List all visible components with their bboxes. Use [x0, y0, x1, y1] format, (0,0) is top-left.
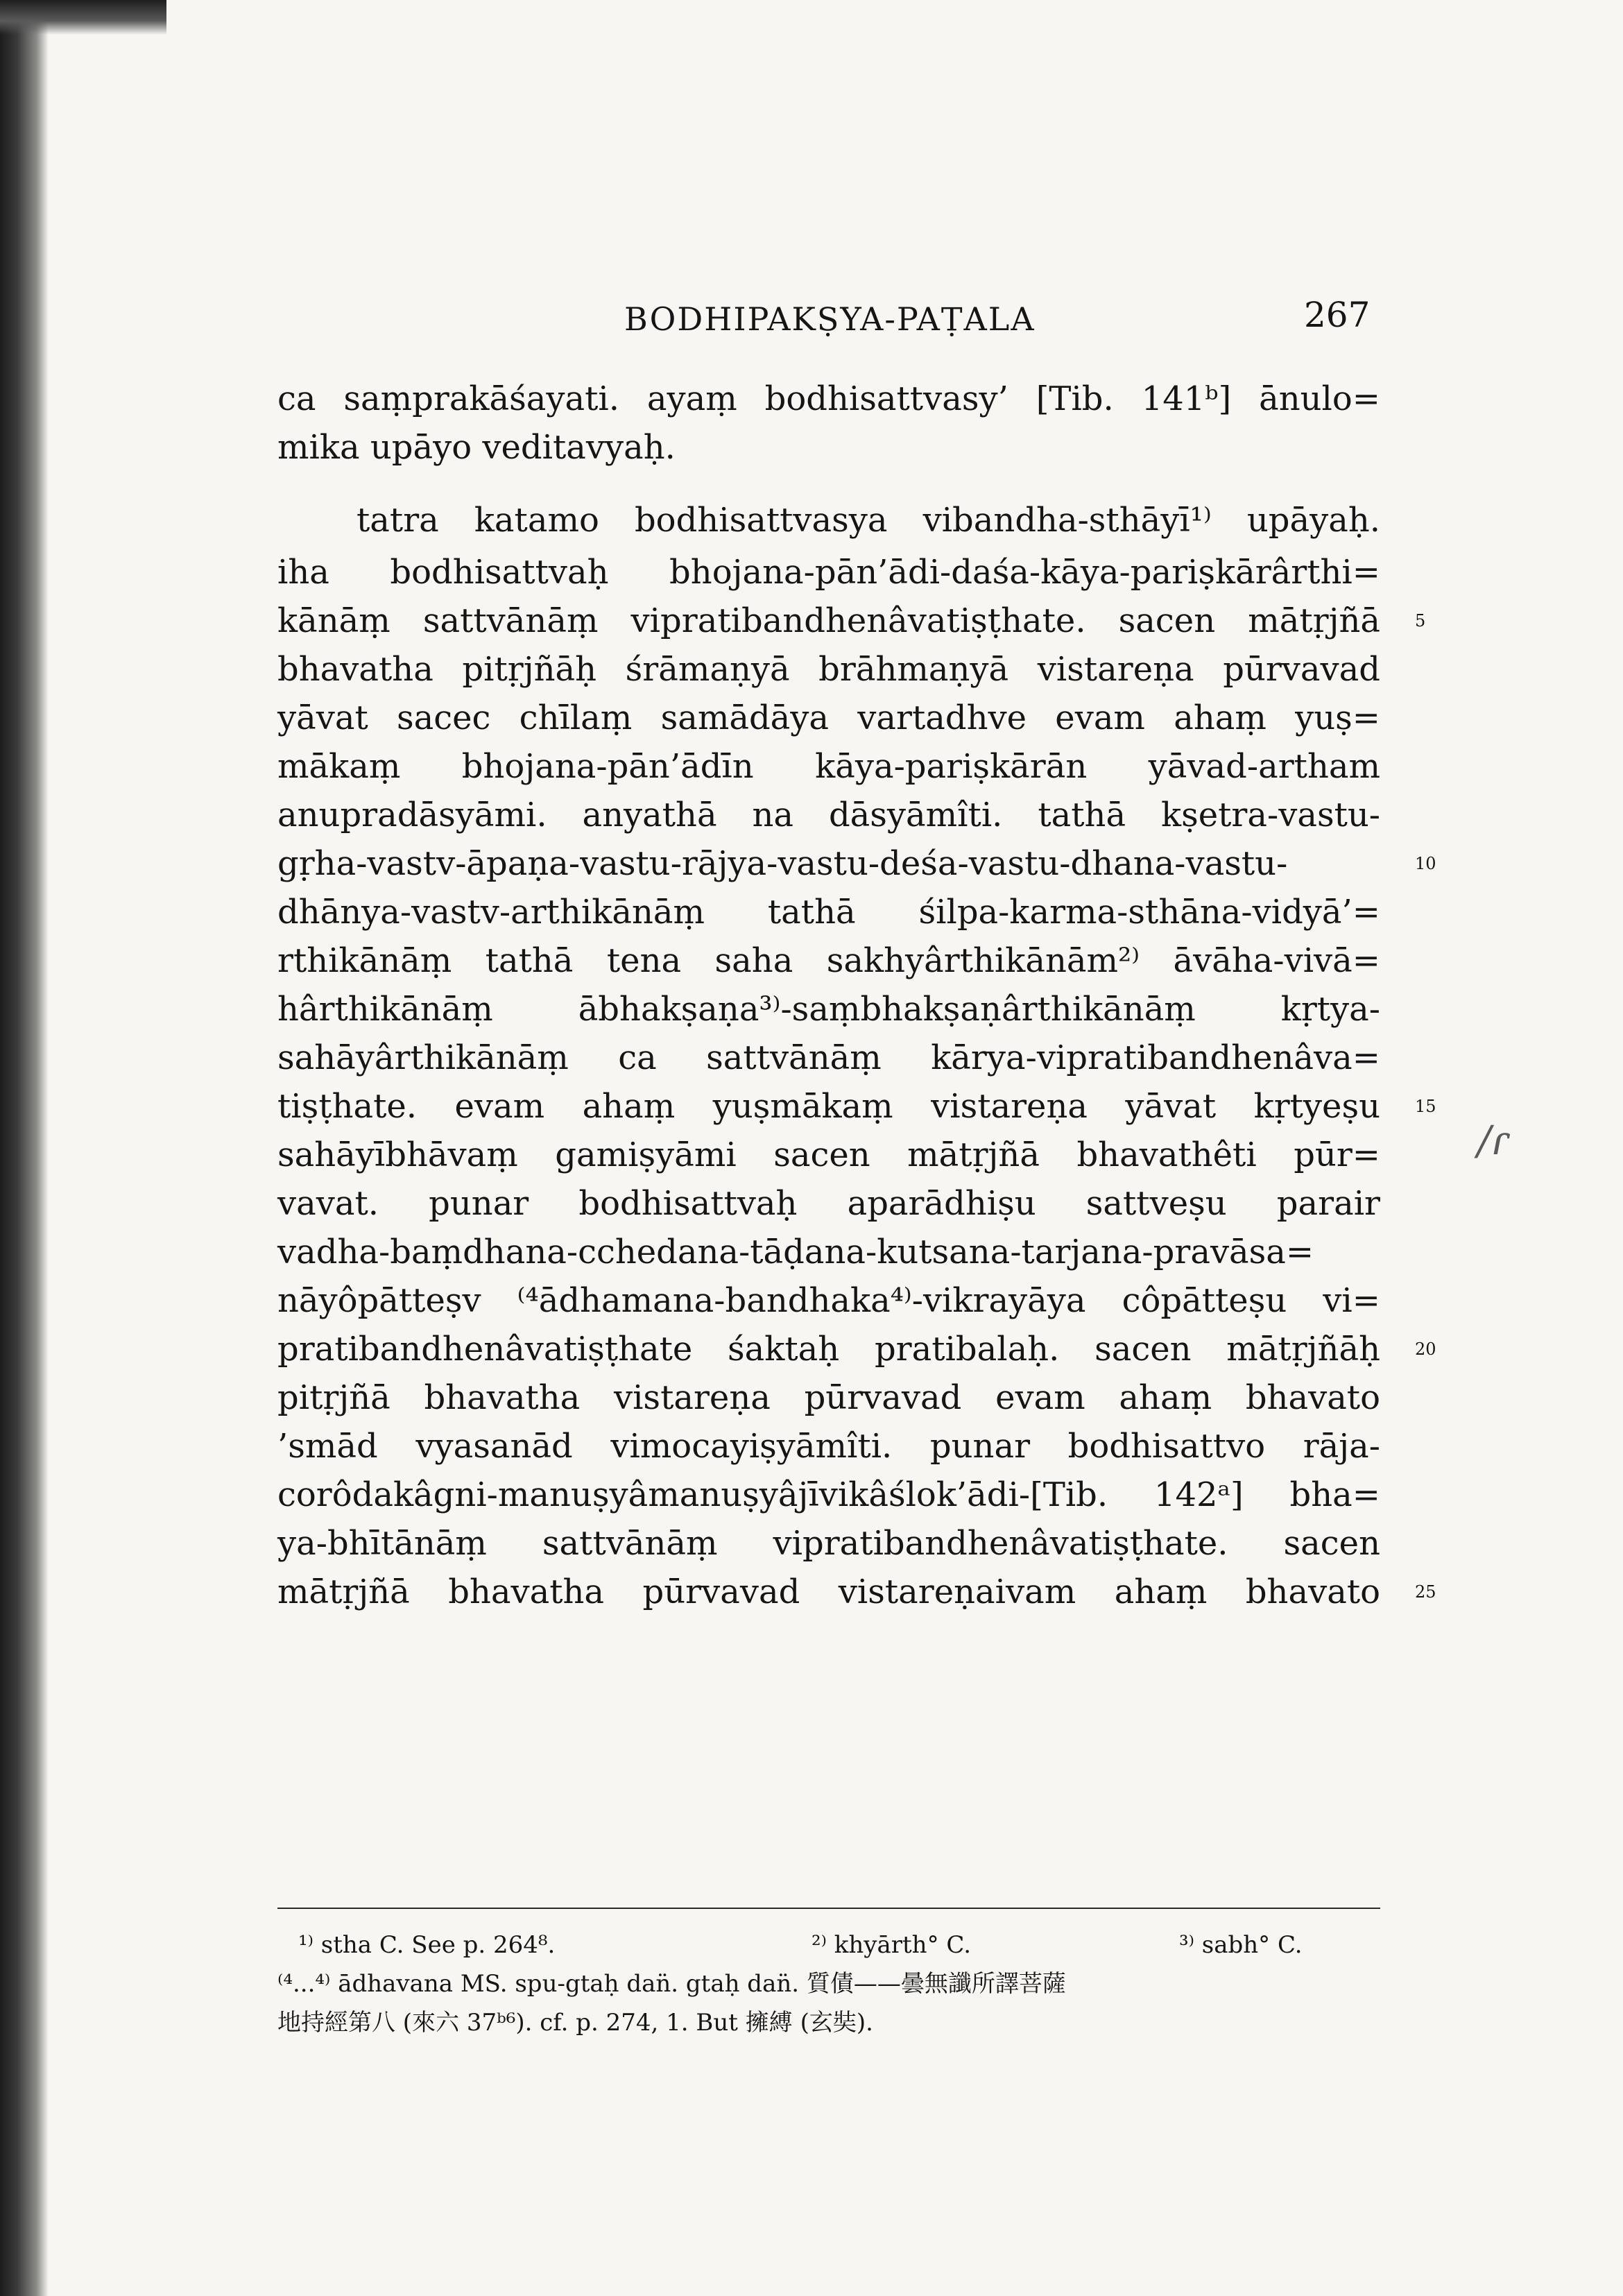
text-line: sahāyībhāvaṃ gamiṣyāmi sacen mātṛjñā bhavathêti pūr=	[277, 1136, 1380, 1174]
line-number-20: 20	[1415, 1339, 1436, 1359]
text-line: vadha-baṃdhana-cchedana-tāḍana-kutsana-tarjana-pravāsa=	[277, 1233, 1314, 1271]
text-line: gṛha-vastv-āpaṇa-vastu-rājya-vastu-deśa-vastu-dhana-vastu-	[277, 844, 1288, 883]
footnote-4-line-1: ⁽⁴...⁴⁾ ādhavana MS. spu-gtaḥ dan̈. gtaḥ dan̈. 質債——曇無讖所譯菩薩	[277, 1970, 1066, 1998]
text-line: iha bodhisattvaḥ bhojana-pān’ādi-daśa-kāya-pariṣkārârthi=	[277, 553, 1380, 592]
page-header	[0, 295, 1623, 350]
page-number: 267	[1304, 295, 1371, 335]
text-line: mika upāyo veditavyaḥ.	[277, 428, 676, 467]
text-line: vavat. punar bodhisattvaḥ aparādhiṣu sattveṣu parair	[277, 1184, 1380, 1223]
text-line: hârthikānāṃ ābhakṣaṇa³⁾-saṃbhakṣaṇârthikānāṃ kṛtya-	[277, 990, 1380, 1029]
text-line: nāyôpātteṣv ⁽⁴ādhamana-bandhaka⁴⁾-vikrayāya côpātteṣu vi=	[277, 1281, 1380, 1320]
text-line: ’smād vyasanād vimocayiṣyāmîti. punar bodhisattvo rāja-	[277, 1427, 1380, 1466]
footnote-rule	[277, 1908, 1380, 1909]
footnote-1: ¹⁾ stha C. See p. 264⁸.	[298, 1931, 556, 1959]
running-head: BODHIPAKṢYA-PAṬALA	[624, 300, 1036, 338]
text-line: tatra katamo bodhisattvasya vibandha-sthāyī¹⁾ upāyaḥ.	[357, 501, 1380, 540]
text-line: mātṛjñā bhavatha pūrvavad vistareṇaivam ahaṃ bhavato	[277, 1573, 1380, 1611]
text-line: ca saṃprakāśayati. ayaṃ bodhisattvasy’ [Tib. 141ᵇ] ānulo=	[277, 379, 1380, 418]
text-line: ya-bhītānāṃ sattvānāṃ vipratibandhenâvatiṣṭhate. sacen	[277, 1524, 1380, 1563]
footnote-2: ²⁾ khyārth° C.	[812, 1931, 971, 1959]
margin-pencil-mark: /ɾ	[1477, 1117, 1509, 1164]
text-line: kānāṃ sattvānāṃ vipratibandhenâvatiṣṭhate. sacen mātṛjñā	[277, 601, 1380, 640]
text-line: pitṛjñā bhavatha vistareṇa pūrvavad evam ahaṃ bhavato	[277, 1378, 1380, 1417]
text-line: yāvat sacec chīlaṃ samādāya vartadhve evam ahaṃ yuṣ=	[277, 699, 1380, 737]
text-line: tiṣṭhate. evam ahaṃ yuṣmākaṃ vistareṇa yāvat kṛtyeṣu	[277, 1087, 1380, 1126]
text-line: sahāyârthikānāṃ ca sattvānāṃ kārya-vipratibandhenâva=	[277, 1038, 1380, 1077]
text-line: mākaṃ bhojana-pān’ādīn kāya-pariṣkārān yāvad-artham	[277, 747, 1380, 786]
text-line: bhavatha pitṛjñāḥ śrāmaṇyā brāhmaṇyā vistareṇa pūrvavad	[277, 650, 1380, 689]
footnote-3: ³⁾ sabh° C.	[1179, 1931, 1303, 1959]
book-edge-shadow	[0, 0, 166, 35]
line-number-15: 15	[1415, 1097, 1436, 1116]
text-line: anupradāsyāmi. anyathā na dāsyāmîti. tathā kṣetra-vastu-	[277, 796, 1380, 834]
text-line: dhānya-vastv-arthikānāṃ tathā śilpa-karma-sthāna-vidyā’=	[277, 893, 1380, 932]
text-line: pratibandhenâvatiṣṭhate śaktaḥ pratibalaḥ. sacen mātṛjñāḥ	[277, 1330, 1380, 1369]
line-number-25: 25	[1415, 1582, 1436, 1602]
line-number-10: 10	[1415, 854, 1436, 873]
footnote-4-line-2: 地持經第八 (來六 37ᵇ⁶). cf. p. 274, 1. But 擁縛 (玄奘).	[277, 2009, 873, 2037]
text-line: rthikānāṃ tathā tena saha sakhyârthikānām²⁾ āvāha-vivā=	[277, 941, 1380, 980]
text-line: corôdakâgni-manuṣyâmanuṣyâjīvikâślok’ādi-[Tib. 142ᵃ] bha=	[277, 1475, 1380, 1514]
line-number-5: 5	[1415, 611, 1426, 631]
